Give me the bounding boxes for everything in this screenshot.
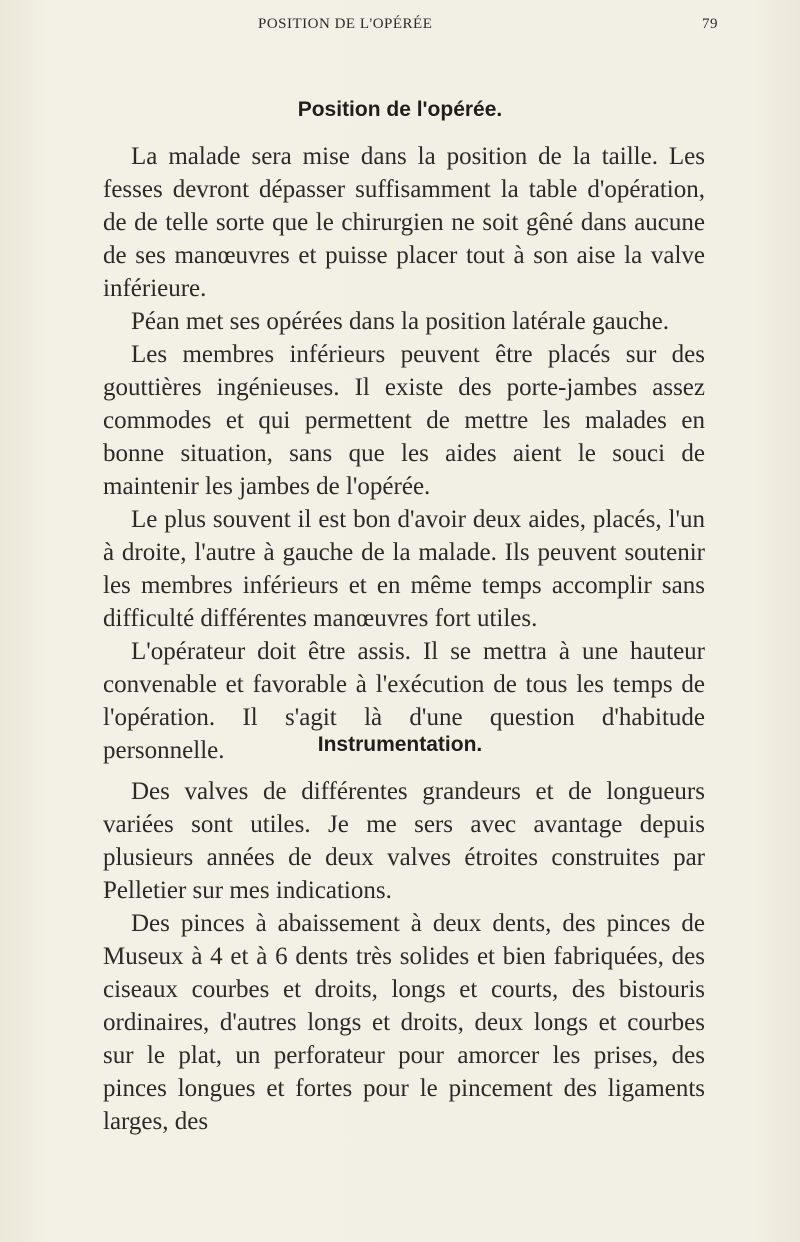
paragraph: La malade sera mise dans la position de la taille. Les fesses devront dépasser suffisamment la table d'opération, de de telle sorte que le chirurgien ne soit gêné dans aucune de ses manœuvres et puisse placer tout à son aise la valve inférieure. (103, 143, 705, 302)
paragraph: Péan met ses opérées dans la position latérale gauche. (131, 308, 670, 335)
paragraph: Les membres inférieurs peuvent être placés sur des gouttières ingénieuses. Il existe des porte-jambes assez commodes et qui permettent de mettre les malades en bonne situation, sans que les aides aient le souci de maintenir les jambes de l'opérée. (103, 341, 705, 500)
paragraph: Des valves de différentes grandeurs et de longueurs variées sont utiles. Je me sers avec avantage depuis plusieurs années de deux valves étroites construites par Pelletier sur mes indications. (103, 778, 705, 904)
paragraph: L'opérateur doit être assis. Il se mettra à une hauteur convenable et favorable à l'exécution de tous les temps de l'opération. Il s'agit là d'une question d'habitude personnelle. (103, 638, 705, 764)
paragraph: Des pinces à abaissement à deux dents, des pinces de Museux à 4 et à 6 dents très solides et bien fabriquées, des ciseaux courbes et droits, longs et courts, des bistouris ordinaires, d'autres longs et droits, deux longs et courbes sur le plat, un perforateur pour amorcer les prises, des pinces longues et fortes pour le pincement des ligaments larges, des (103, 910, 705, 1135)
section-heading-instrumentation: Instrumentation. (317, 733, 483, 756)
paragraph: Le plus souvent il est bon d'avoir deux aides, placés, l'un à droite, l'autre à gauche de la malade. Ils peuvent soutenir les membres inférieurs et en même temps accomplir sans difficulté différentes manœuvres fort utiles. (103, 506, 705, 632)
section-heading-position: Position de l'opérée. (297, 98, 503, 121)
running-title: POSITION DE L'OPÉRÉE (258, 16, 433, 32)
section-body-instrumentation (103, 775, 705, 1138)
section-body-position (103, 140, 705, 767)
page-number: 79 (702, 16, 718, 32)
running-head (258, 16, 718, 40)
